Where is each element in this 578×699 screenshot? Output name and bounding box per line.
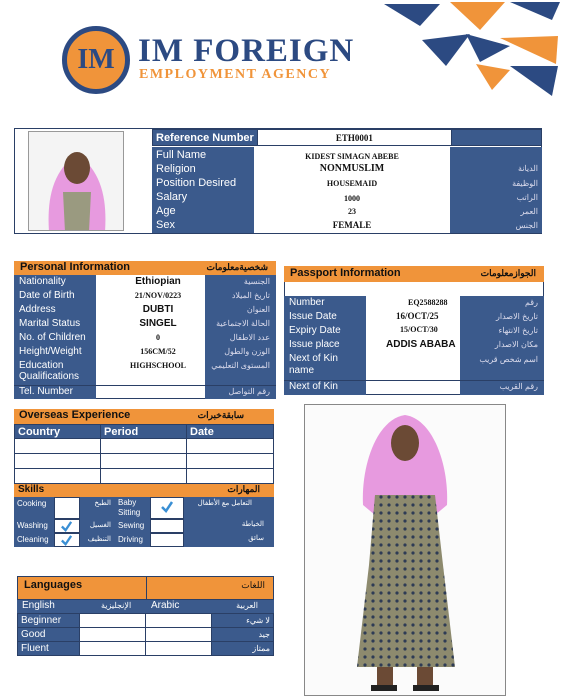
overseas-col-period: Period [101,425,187,439]
languages-divider [146,577,147,599]
salary-value: 1000 [344,194,360,203]
overseas-cell [15,454,101,469]
kin-name-ar: اسم شخص قريب [479,355,538,364]
passport-row-issue-date [284,311,544,324]
full-name-value: KIDEST SIMAGN ABEBE [305,152,399,161]
agency-name: IM FOREIGN [138,33,355,69]
sex-ar: الجنس [515,221,538,230]
skill-sewing-ar [184,519,274,533]
children-value: 0 [156,333,160,342]
address-label: Address [19,304,56,315]
level-fluent: Fluent [18,642,80,656]
skill-cleaning-ar [80,533,114,547]
skills-title-ar: المهارات [227,484,260,494]
full-name-label: Full Name [156,149,207,161]
expiry-ar: تاريخ الانتهاء [498,326,538,335]
personal-row-address [14,304,276,317]
tel-label: Tel. Number [19,386,73,397]
passport-number-label: Number [289,297,325,308]
languages-row-names [17,600,274,613]
reference-label: Reference Number [153,130,258,146]
personal-row-nationality [14,276,276,289]
children-label: No. of Children [19,332,86,343]
languages-title-ar: اللغات [241,580,265,590]
issue-date-ar: تاريخ الاصدار [495,312,538,321]
issue-date-value: 16/OCT/25 [396,311,439,321]
nationality-value: Ethiopian [135,276,181,287]
kin-label: Next of Kin [289,381,338,392]
skill-driving-ar [184,533,274,547]
personal-info-header [14,261,276,275]
skill-cell-babysitting [114,497,150,519]
passport-row-expiry [284,325,544,338]
passport-row-number [284,297,544,310]
education-label: Education Qualifications [19,360,80,382]
languages-levels-table [17,613,274,656]
level-beginner-ar: لا شيء [212,614,274,628]
overseas-table [14,424,274,484]
overseas-cell [15,439,101,454]
level-cell [146,614,212,628]
language-english: English [22,600,55,611]
education-ar: المستوى التعليمي [211,361,270,370]
salary-label: Salary [156,191,188,203]
overseas-col-country: Country [15,425,101,439]
languages-header [17,576,274,600]
level-fluent-ar: ممتاز [212,642,274,656]
checkmark-icon [60,520,73,533]
issue-date-label: Issue Date [289,311,337,322]
checkmark-icon [160,500,174,514]
passport-row-kin [284,380,544,394]
overseas-cell [101,469,187,484]
issue-place-value: ADDIS ABABA [386,339,456,350]
passport-row-kin-name [284,353,544,379]
skill-check-cooking [54,497,80,519]
marital-value: SINGEL [139,318,177,329]
logo-letters: IM [77,44,115,75]
reference-value: ETH0001 [257,130,451,146]
level-cell [146,628,212,642]
overseas-title: Overseas Experience [19,409,131,421]
address-value: DUBTI [142,304,174,315]
skill-cell-washing [14,519,54,533]
overseas-cell [101,454,187,469]
marital-ar: الحالة الاجتماعية [216,319,270,328]
religion-label: Religion [156,163,196,175]
overseas-header [14,409,274,424]
skill-cleaning-ar-text: التنظيف [87,536,111,543]
language-arabic: Arabic [151,600,180,611]
skill-washing-ar-text: الغسيل [89,522,111,529]
level-cell [80,614,146,628]
height-weight-label: Height/Weight [19,346,82,357]
skill-check-babysitting [150,497,184,519]
personal-row-marital [14,318,276,331]
level-beginner: Beginner [18,614,80,628]
level-good-ar: جيد [212,628,274,642]
logo [62,26,130,94]
skills-title: Skills [18,484,45,495]
language-arabic-ar: العربية [236,601,258,610]
overseas-cell [15,469,101,484]
height-weight-value: 156CM/52 [140,347,176,356]
skill-cell-driving [114,533,150,547]
skills-header [14,484,274,497]
tel-ar: رقم التواصل [228,387,270,396]
position-value: HOUSEMAID [326,179,378,188]
skill-cleaning-label: Cleaning [17,535,49,544]
skill-cell-cleaning [14,533,54,547]
position-ar: الوظيفة [512,179,538,188]
age-label: Age [156,205,176,217]
address-ar: العنوان [246,305,270,314]
level-cell [146,642,212,656]
skill-driving-ar-text: سائق [248,535,264,542]
expiry-label: Expiry Date [289,325,341,336]
expiry-value: 15/OCT/30 [400,325,438,334]
personal-row-tel [14,385,276,398]
overseas-cell [101,439,187,454]
personal-info-title-ar: شخصيةمعلومات [206,262,268,272]
overseas-cell [187,454,274,469]
religion-value: NONMUSLIM [319,163,385,174]
height-weight-ar: الوزن والطول [224,347,270,356]
dob-value: 21/NOV/0223 [134,291,182,300]
nationality-label: Nationality [19,276,66,287]
skill-babysitting-label: Baby Sitting [118,498,141,517]
dob-label: Date of Birth [19,290,75,301]
passport-info-header [284,266,544,282]
passport-info-title-ar: الجوازمعلومات [480,268,536,278]
skill-babysitting-ar-text: التعامل مع الأطفال [197,500,252,507]
personal-row-dob [14,290,276,303]
skill-cooking-ar [80,497,114,519]
passport-info-title: Passport Information [290,267,401,279]
skill-check-driving [150,533,184,547]
age-value: 23 [348,207,356,216]
sex-label: Sex [156,219,175,231]
salary-ar: الراتب [516,193,538,202]
personal-row-height-weight [14,346,276,359]
issue-place-label: Issue place [289,339,340,350]
skill-cell-sewing [114,519,150,533]
skill-sewing-ar-text: الخياطة [241,521,264,528]
skill-cooking-label: Cooking [17,499,47,508]
skill-cooking-ar-text: الطبخ [94,500,111,507]
profile-photo [28,131,124,231]
issue-place-ar: مكان الاصدار [494,340,538,349]
skill-check-cleaning [54,533,80,547]
age-ar: العمر [520,207,538,216]
sex-value: FEMALE [332,220,372,230]
skill-sewing-label: Sewing [118,521,145,530]
skill-check-sewing [150,519,184,533]
level-cell [80,642,146,656]
full-body-photo [304,404,506,696]
dob-ar: تاريخ الميلاد [231,291,270,300]
marital-label: Marital Status [19,318,81,329]
personal-row-children [14,332,276,345]
agency-subtitle: EMPLOYMENT AGENCY [139,67,332,82]
kin-ar: رقم القريب [499,382,538,391]
overseas-title-ar: سابقةخبرات [197,410,244,420]
kin-name-label: Next of Kin name [289,353,338,376]
header-table [152,129,542,146]
checkmark-icon [60,534,73,547]
nationality-ar: الجنسية [243,277,270,286]
languages-title: Languages [24,579,83,591]
passport-number-value: EQ2588288 [408,298,448,307]
skill-babysitting-ar [184,497,274,519]
skill-check-washing [54,519,80,533]
position-label: Position Desired [156,177,237,189]
skill-cell-cooking [14,497,54,519]
decorative-triangles [380,0,578,100]
level-cell [80,628,146,642]
religion-ar: الديانة [517,164,538,173]
overseas-cell [187,439,274,454]
skill-washing-label: Washing [17,521,48,530]
skill-driving-label: Driving [118,535,143,544]
header-ar-cell [452,130,542,146]
skill-washing-ar [80,519,114,533]
personal-row-education [14,360,276,384]
overseas-cell [187,469,274,484]
personal-info-title: Personal Information [20,261,131,273]
children-ar: عدد الاطفال [229,333,270,342]
level-good: Good [18,628,80,642]
language-english-ar: الإنجليزية [101,601,132,610]
education-value: HIGHSCHOOL [129,361,186,370]
passport-number-ar: رقم [524,298,538,307]
overseas-col-date: Date [187,425,274,439]
passport-row-issue-place [284,339,544,352]
